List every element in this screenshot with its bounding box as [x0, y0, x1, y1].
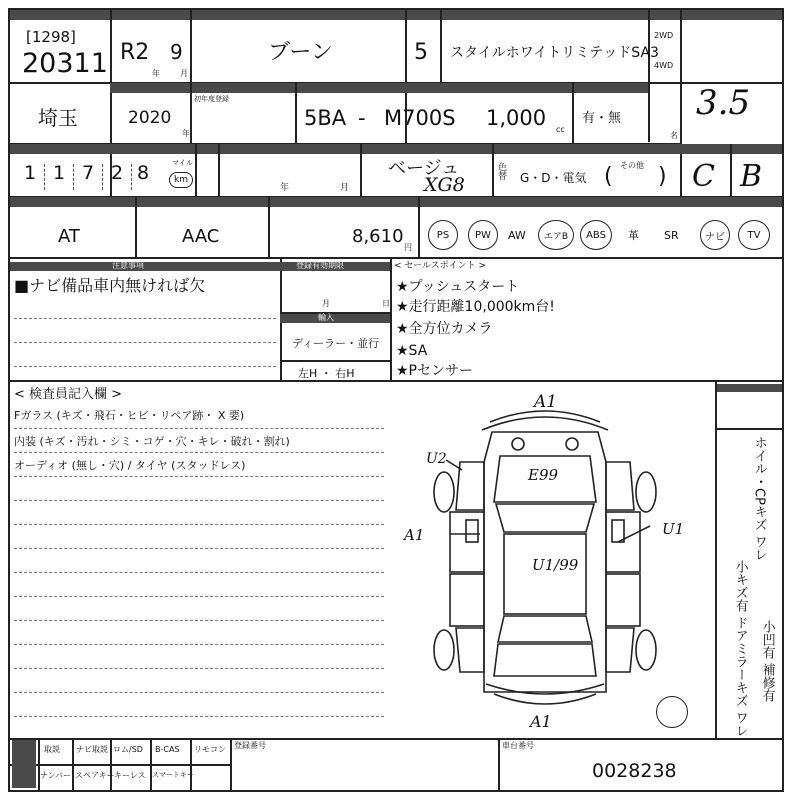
- equipment-airbag: エアB: [538, 220, 574, 250]
- footer-item: ナビ取説: [76, 745, 108, 754]
- equipment-tv: TV: [738, 220, 770, 250]
- header-bar-caution: [10, 262, 280, 271]
- inspector-title: < 検査員記入欄 >: [14, 387, 123, 402]
- mark-front: A1: [534, 392, 558, 412]
- roof: [504, 534, 586, 614]
- equipment-sr: SR: [664, 229, 679, 242]
- year-month: 9: [170, 40, 183, 64]
- divider: [648, 10, 650, 142]
- wheel-right-rear: [636, 630, 656, 670]
- equipment-navi: ナビ: [700, 220, 730, 250]
- footer-item: ナンバー: [40, 771, 72, 780]
- color-change-label: 色替: [496, 162, 506, 180]
- dashed-line: [14, 476, 384, 477]
- header-bar-row1: [10, 10, 782, 20]
- interior-grade: C: [692, 159, 715, 194]
- divider: [10, 380, 782, 382]
- overall-score: 3.5: [696, 83, 751, 123]
- divider: [135, 197, 137, 257]
- divider: [680, 10, 682, 196]
- chassis-number: 0028238: [592, 760, 677, 782]
- windshield: [496, 504, 594, 532]
- transmission: AT: [58, 226, 80, 247]
- exterior-grade: B: [740, 159, 763, 194]
- front-bumper-outer: [482, 417, 608, 430]
- model-dash: -: [358, 106, 366, 130]
- divider: [10, 764, 230, 766]
- aircon: AAC: [182, 226, 220, 247]
- mileage-digit: 1: [16, 164, 45, 190]
- divider: [715, 428, 782, 430]
- dashed-line: [14, 668, 384, 669]
- divider: [10, 257, 782, 259]
- equipment-leather: 革: [628, 229, 639, 242]
- dashed-line: [14, 318, 276, 319]
- dashed-line: [14, 342, 276, 343]
- dashed-line: [14, 524, 384, 525]
- year-unit: 年: [152, 69, 160, 78]
- shaken-month-unit: 月: [340, 183, 350, 193]
- mark-roof: U1/99: [532, 556, 579, 574]
- footer-item: スマートキー: [152, 771, 194, 779]
- handle: 左H ・ 右H: [298, 367, 355, 380]
- mark-hood: E99: [528, 466, 559, 484]
- month-unit: 月: [180, 69, 188, 78]
- divider: [440, 10, 442, 82]
- footer-side-bar: [12, 740, 36, 788]
- dashed-line: [14, 692, 384, 693]
- paren-close: ): [658, 164, 667, 189]
- sales-label: < セールスポイント >: [394, 261, 486, 271]
- sales-point: ★Pセンサー: [396, 363, 473, 379]
- sales-point: ★走行距離10,000km台!: [396, 299, 555, 315]
- mark-rear: A1: [530, 712, 552, 731]
- dashed-line: [14, 596, 384, 597]
- first-reg-note: 初年度登録: [194, 95, 229, 103]
- mark-left-front: U2: [426, 451, 447, 467]
- headlight-left: [512, 438, 524, 450]
- right-rear-fender: [606, 628, 634, 672]
- divider: [190, 738, 192, 790]
- dashed-line: [14, 716, 384, 717]
- header-bar-row4: [10, 197, 782, 207]
- sales-point: ★プッシュスタート: [396, 279, 520, 295]
- caution-label: 注意事項: [112, 261, 144, 270]
- inspector-line: オーディオ (無し・穴) / タイヤ (スタッドレス): [14, 459, 246, 472]
- dashed-line: [14, 428, 384, 429]
- dealer: ディーラー・並行: [292, 337, 380, 350]
- equipment-pw: PW: [468, 220, 498, 250]
- dashed-line: [14, 620, 384, 621]
- shaken-label: 登録有効期限: [296, 261, 344, 270]
- day-label: 日: [382, 299, 390, 308]
- other-label: その他: [620, 161, 644, 170]
- rear-glass: [498, 616, 592, 642]
- sales-point: ★全方位カメラ: [396, 321, 493, 337]
- recycle-fee: 8,610: [352, 226, 404, 247]
- drive-2wd: 2WD: [654, 31, 674, 40]
- sales-point: ★SA: [396, 343, 428, 359]
- region: 埼玉: [38, 106, 78, 130]
- side-notes-2: 小キズ有 ドアミラーキズ ワレ: [732, 560, 748, 738]
- dashed-line: [14, 548, 384, 549]
- divider: [280, 360, 390, 362]
- shaken-year-unit: 年: [280, 183, 290, 193]
- footer-item: キーレス: [114, 771, 146, 780]
- inspector-line: 内装 (キズ・汚れ・シミ・コゲ・穴・キレ・破れ・割れ): [14, 435, 290, 448]
- wheel-left-rear: [434, 630, 454, 670]
- lot-number: 20311: [22, 48, 108, 79]
- mileage-digit: 2: [103, 164, 132, 190]
- divider: [190, 10, 192, 82]
- divider: [38, 738, 40, 790]
- right-front-fender: [606, 462, 634, 510]
- footer-item: スペアキー: [75, 771, 115, 780]
- equipment-list: [420, 214, 782, 254]
- chassis-label: 車台番号: [502, 741, 534, 750]
- divider: [498, 738, 500, 790]
- equipment-aw: AW: [508, 229, 526, 242]
- divider: [218, 144, 220, 196]
- divider: [268, 197, 270, 257]
- paint-options: G・D・電気: [520, 171, 587, 185]
- leader-right: [618, 526, 650, 542]
- mileage-digit: 8: [136, 162, 150, 184]
- mark-left-side: A1: [404, 526, 425, 544]
- import-label: 輸入: [318, 313, 334, 322]
- left-rear-door: [450, 574, 484, 626]
- color: ベージュ: [388, 158, 460, 179]
- mirror-right: [612, 520, 624, 542]
- year-era: R2: [120, 40, 150, 65]
- divider: [390, 258, 392, 380]
- reg-year: 2020: [128, 108, 172, 128]
- displacement: 1,000: [486, 106, 547, 130]
- divider: [715, 380, 717, 738]
- mark-right-side: U1: [662, 520, 685, 538]
- model-prefix: 5BA: [304, 106, 347, 130]
- side-notes: ホイル・CPキズ ワレ: [751, 436, 767, 562]
- wheel-right-front: [636, 472, 656, 512]
- drive-4wd: 4WD: [654, 61, 674, 70]
- divider: [295, 83, 297, 143]
- wheel-left-front: [434, 472, 454, 512]
- divider: [150, 738, 152, 790]
- header-bar-row3: [10, 144, 782, 154]
- divider: [730, 144, 732, 196]
- side-notes-3: 小凹有 補修有: [759, 620, 775, 703]
- seat-unit: 名: [670, 131, 678, 140]
- paren-open: (: [604, 164, 613, 189]
- right-rear-door: [606, 574, 640, 626]
- header-bar-import: [280, 314, 390, 323]
- ari-nashi: 有・無: [582, 111, 622, 126]
- divider: [190, 83, 192, 143]
- divider: [110, 738, 112, 790]
- dashed-line: [14, 366, 276, 367]
- month-label: 月: [322, 299, 330, 308]
- footer-item: B-CAS: [155, 745, 180, 754]
- grade: スタイルホワイトリミテッドSA3: [450, 45, 659, 61]
- yen-unit: 円: [404, 243, 412, 252]
- reg-year-unit: 年: [182, 129, 190, 138]
- divider: [195, 144, 197, 196]
- reg-no-label: 登録番号: [234, 741, 266, 750]
- doors: 5: [414, 40, 428, 65]
- left-rear-fender: [456, 628, 484, 672]
- lot-tag: [1298]: [26, 28, 76, 46]
- headlight-right: [566, 438, 578, 450]
- divider: [10, 738, 782, 740]
- dashed-line: [14, 572, 384, 573]
- mileage: [16, 164, 176, 190]
- rear-bumper-outer: [494, 694, 596, 704]
- caution-text: ■ナビ備品車内無ければ欠: [14, 276, 206, 295]
- model-code: M700S: [384, 106, 456, 130]
- divider: [492, 144, 494, 196]
- divider: [72, 738, 74, 790]
- footer-item: 取説: [44, 745, 60, 754]
- dashed-line: [14, 452, 384, 453]
- trunk: [494, 644, 596, 676]
- spare-tire-icon: [656, 696, 688, 728]
- equipment-ps: PS: [428, 220, 458, 250]
- mile-label: マイル: [172, 159, 193, 167]
- divider: [572, 83, 574, 143]
- cc-unit: cc: [556, 125, 565, 134]
- footer-item: リモコン: [194, 745, 226, 754]
- mileage-digit: 1: [45, 164, 74, 190]
- equipment-abs: ABS: [580, 220, 612, 250]
- color-code: XG8: [424, 174, 465, 196]
- mileage-digit: 7: [74, 164, 103, 190]
- inspector-line: Fガラス (キズ・飛石・ヒビ・リペア跡・ X 要): [14, 409, 245, 422]
- dashed-line: [14, 644, 384, 645]
- mirror-left: [466, 520, 478, 542]
- km-label: km: [169, 172, 193, 188]
- footer-item: ロム/SD: [113, 745, 143, 754]
- dashed-line: [14, 500, 384, 501]
- divider: [360, 144, 362, 196]
- car-name: ブーン: [268, 40, 333, 65]
- header-bar-side: [717, 384, 782, 392]
- divider: [230, 738, 232, 790]
